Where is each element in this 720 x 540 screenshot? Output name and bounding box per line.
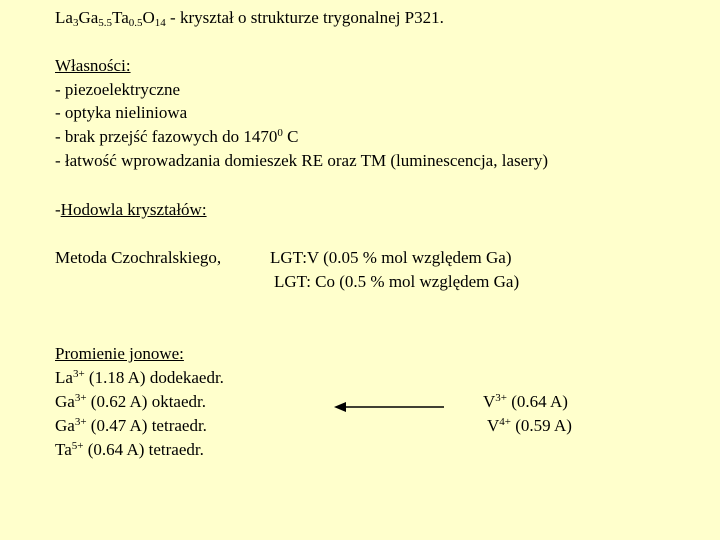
ion-charge: 3+ [74, 392, 87, 404]
title-la: La [55, 8, 73, 27]
property-item: - łatwość wprowadzania domieszek RE oraz TM (luminescencja, lasery) [55, 151, 548, 170]
ion-desc: (1.18 A) dodekaedr. [84, 368, 224, 387]
title-line [55, 8, 444, 28]
title-rest: - kryształ o strukturze trygonalnej P321. [165, 8, 444, 27]
ion-charge: 4+ [499, 416, 511, 428]
ion-charge: 3+ [74, 416, 87, 428]
ion-desc: (0.64 A) tetraedr. [83, 440, 204, 459]
properties-heading: Własności: [55, 56, 131, 75]
ionic-row [55, 416, 207, 436]
ion-desc: (0.62 A) oktaedr. [86, 392, 206, 411]
title-ta: Ta [112, 8, 129, 27]
ion-element: Ta [55, 440, 72, 459]
ionic-heading: Promienie jonowe: [55, 344, 184, 363]
ion-element: V [483, 392, 496, 411]
title-ta-sub: 0.5 [128, 17, 143, 29]
ion-charge: 3+ [72, 368, 85, 380]
title-o: O [142, 8, 155, 27]
property-item: - piezoelektryczne [55, 80, 181, 99]
ion-desc: (0.47 A) tetraedr. [86, 416, 207, 435]
growth-lgt-v: LGT:V (0.05 % mol względem Ga) [270, 248, 512, 267]
ionic-row [55, 368, 224, 388]
degree-unit: C [282, 127, 299, 146]
ion-charge: 3+ [495, 392, 507, 404]
growth-lgt-co: LGT: Co (0.5 % mol względem Ga) [274, 272, 520, 291]
growth-dash: - [55, 200, 61, 219]
title-ga: Ga [78, 8, 99, 27]
property-item: - optyka nieliniowa [55, 103, 188, 122]
growth-heading: Hodowla kryształów: [60, 200, 207, 219]
degree-sup: 0 [277, 127, 283, 139]
title-ga-sub: 5.5 [98, 17, 113, 29]
ion-element: Ga [55, 392, 75, 411]
left-arrow-icon [334, 398, 446, 416]
ion-element: Ga [55, 416, 75, 435]
ion-desc: (0.64 A) [507, 392, 568, 411]
property-phase-text: - brak przejść fazowych do 1470 [55, 127, 278, 146]
title-la-sub: 3 [72, 17, 79, 29]
growth-method: Metoda Czochralskiego, [55, 248, 222, 267]
growth-heading-line [55, 200, 207, 220]
ionic-row [55, 392, 206, 412]
ion-element: V [487, 416, 500, 435]
ion-desc: (0.59 A) [511, 416, 572, 435]
ion-charge: 5+ [71, 440, 84, 452]
title-o-sub: 14 [154, 17, 166, 29]
vanadium-row [487, 416, 572, 436]
ion-element: La [55, 368, 73, 387]
property-item-phase [55, 127, 298, 147]
vanadium-row [483, 392, 568, 412]
ionic-row [55, 440, 204, 460]
